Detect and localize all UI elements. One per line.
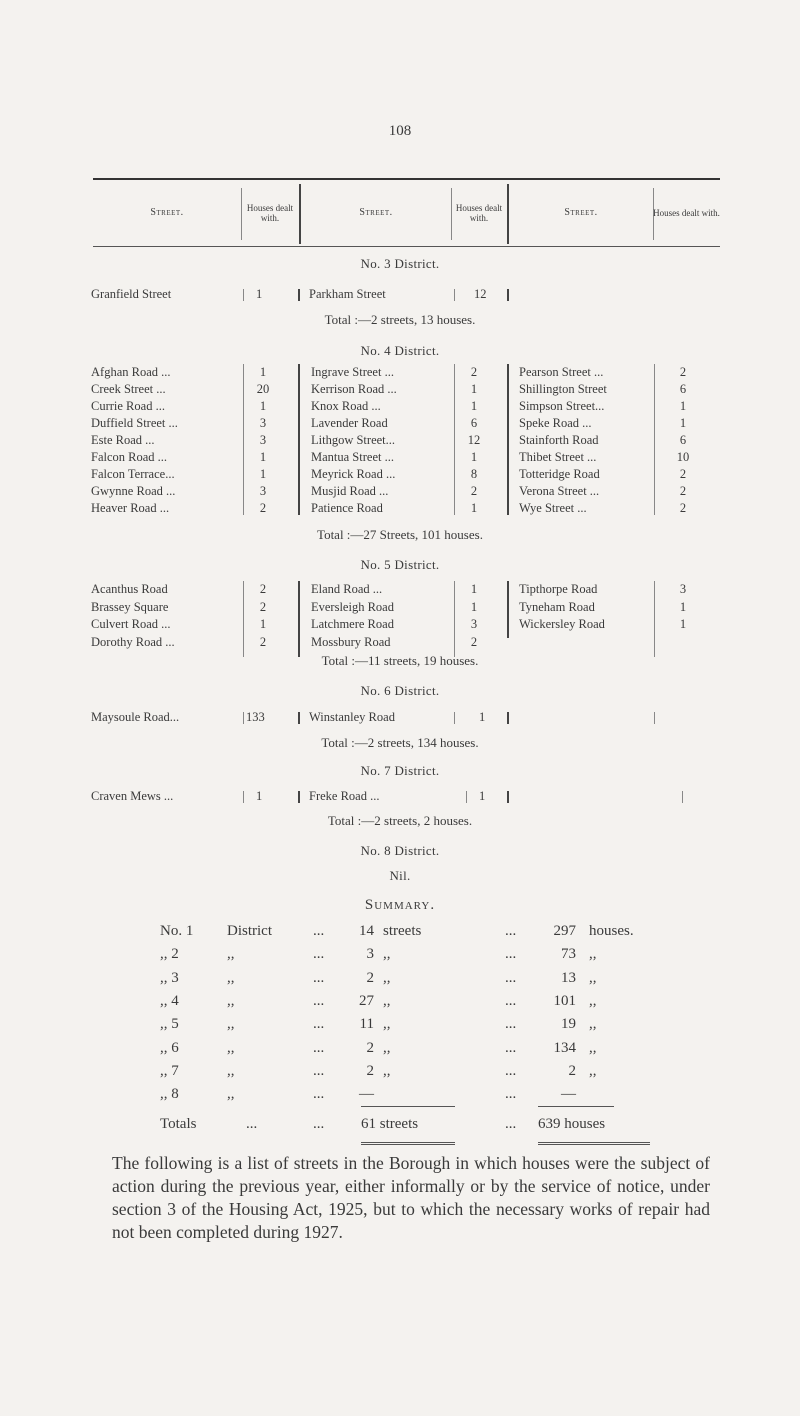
street-count: 2 [679,467,687,481]
page-number: 108 [388,123,412,139]
street-name: Wye Street ... [519,501,587,515]
summary-district-label: ,, [227,1062,235,1079]
summary-streets: — [359,1086,374,1103]
street-count: 1 [259,467,267,481]
header-houses-2: Houses dealt with. [455,203,503,223]
street-count: 1 [679,599,687,614]
summary-dots: ... [313,992,325,1009]
street-count: 2 [470,484,478,498]
summary-dots: ... [505,969,517,986]
totals-dots: ... [313,1116,325,1132]
street-count: 2 [259,634,267,649]
street-name: Winstanley Road [309,710,395,724]
street-name: Creek Street ... [91,382,166,396]
summary-district-no: ,, 2 [160,946,179,963]
street-count: 3 [470,617,478,631]
street-name: Afghan Road ... [91,365,171,379]
street-count: 2 [679,501,687,515]
street-name: Stainforth Road [519,433,599,447]
totals-streets: 61 streets [361,1116,419,1132]
summary-houses-label: ,, [589,1062,597,1079]
district-6-heading: No. 6 District. [360,683,440,698]
street-name: Lavender Road [311,416,388,430]
street-count: 1 [679,399,687,413]
street-count: 12 [474,287,487,301]
summary-houses: 73 [561,946,576,963]
street-name: Eland Road ... [311,582,383,596]
summary-dots: ... [505,946,517,963]
district-4-heading: No. 4 District. [360,343,440,358]
summary-dots: ... [313,1039,325,1056]
district-5-total: Total :—11 streets, 19 houses. [321,653,479,668]
street-count: 1 [256,287,263,301]
street-name: Mossbury Road [311,634,391,649]
street-count: 2 [679,365,687,379]
summary-dots: ... [505,1016,517,1033]
street-name: Wickersley Road [519,617,605,631]
street-name: Acanthus Road [91,582,168,596]
summary-streets: 3 [366,946,374,963]
street-count: 3 [259,416,267,430]
street-name: Falcon Terrace... [91,467,175,481]
street-name: Verona Street ... [519,484,600,498]
summary-dots: ... [313,923,325,939]
header-houses-1: Houses dealt with. [246,203,294,223]
summary-dots: ... [313,1086,325,1103]
summary-dots: ... [505,923,517,939]
street-name: Granfield Street [91,287,172,301]
street-name: Kerrison Road ... [311,382,397,396]
district-7-heading: No. 7 District. [360,763,440,778]
district-8-heading: No. 8 District. [360,843,440,858]
summary-district-label: ,, [227,969,235,986]
summary-district-no: ,, 7 [160,1062,179,1079]
summary-streets-label: ,, [383,1016,391,1033]
street-name: Latchmere Road [311,617,394,631]
summary-dots: ... [505,1062,517,1079]
summary-houses: 297 [553,923,576,939]
district-6-total: Total :—2 streets, 134 houses. [321,735,479,750]
street-name: Este Road ... [91,433,155,447]
street-name: Patience Road [311,501,383,515]
totals-houses: 639 houses [538,1116,606,1132]
summary-district-label: ,, [227,992,235,1009]
summary-streets: 2 [366,969,374,986]
closing-paragraph: The following is a list of streets in the Borough in which houses were the subject of action during the previous year, either informally or by the service of notice, under section 3 of the Housing Act, 1925, but to which the necessary works of repair had not been completed during 1927. [112,1153,710,1242]
street-count: 1 [470,582,478,596]
street-name: Parkham Street [309,287,386,301]
summary-streets-label: ,, [383,969,391,986]
street-count: 8 [470,467,478,481]
street-count: 6 [679,433,687,447]
street-name: Falcon Road ... [91,450,168,464]
summary-dots: ... [505,992,517,1009]
table-header [93,178,720,247]
summary-district-label: ,, [227,946,235,963]
summary-dots: ... [313,946,325,963]
street-count: 1 [256,789,263,803]
summary-streets: 14 [359,923,374,939]
street-count: 6 [470,416,478,430]
street-count: 1 [679,416,687,430]
street-count: 10 [676,450,690,464]
totals-dots: ... [505,1116,517,1132]
summary-houses-label: ,, [589,992,597,1009]
street-name: Freke Road ... [309,789,380,803]
street-name: Pearson Street ... [519,365,604,379]
street-count: 1 [470,599,478,614]
street-count: 1 [470,450,478,464]
summary-streets-label: ,, [383,1039,391,1056]
street-count: 1 [259,617,267,631]
summary-houses: 2 [568,1062,576,1079]
summary-dots: ... [505,1086,517,1103]
summary-dots: ... [505,1039,517,1056]
totals-label: Totals [160,1116,197,1132]
summary-houses: 134 [553,1039,576,1056]
street-name: Currie Road ... [91,399,165,413]
summary-dots: ... [313,1016,325,1033]
street-name: Knox Road ... [311,399,381,413]
summary-houses: 101 [553,992,576,1009]
street-count: 2 [259,501,267,515]
street-name: Dorothy Road ... [91,634,175,649]
summary-houses-label: ,, [589,946,597,963]
street-name: Meyrick Road ... [311,467,396,481]
street-name: Thibet Street ... [519,450,597,464]
street-name: Duffield Street ... [91,416,178,430]
street-name: Shillington Street [519,382,607,396]
summary-district-no: ,, 4 [160,992,179,1009]
district-3-total: Total :—2 streets, 13 houses. [324,312,476,327]
summary-dots: ... [313,1062,325,1079]
street-count: 1 [259,365,267,379]
street-name: Maysoule Road... [91,710,180,724]
summary-dots: ... [313,969,325,986]
summary-district-label: ,, [227,1039,235,1056]
summary-district-no: ,, 3 [160,969,179,986]
summary-heading: Summary. [364,897,436,913]
street-count: 12 [467,433,481,447]
street-name: Speke Road ... [519,416,592,430]
street-name: Brassey Square [91,599,169,614]
district-4-total: Total :—27 Streets, 101 houses. [317,527,483,542]
street-count: 2 [470,365,478,379]
street-count: 2 [259,599,267,614]
summary-streets-label: ,, [383,1062,391,1079]
summary-houses-label: ,, [589,1016,597,1033]
street-count: 20 [256,382,270,396]
street-count: 2 [679,484,687,498]
street-count: 1 [259,450,267,464]
summary-district-label: ,, [227,1016,235,1033]
street-name: Heaver Road ... [91,501,170,515]
summary-streets-label: ,, [383,946,391,963]
summary-streets-label: streets [383,923,422,939]
street-name: Craven Mews ... [91,789,174,803]
summary-houses-label: houses. [589,923,634,939]
district-5-heading: No. 5 District. [360,557,440,572]
summary-houses: 13 [561,969,576,986]
header-street-1: Street. [150,207,184,218]
street-name: Musjid Road ... [311,484,389,498]
summary-streets: 11 [359,1016,374,1033]
street-name: Eversleigh Road [311,599,394,614]
street-count: 133 [246,710,265,724]
street-count: 3 [679,582,687,596]
street-name: Tyneham Road [519,599,595,614]
summary-houses-label: ,, [589,969,597,986]
street-name: Lithgow Street... [311,433,396,447]
street-name: Totteridge Road [519,467,600,481]
summary-streets: 27 [359,992,374,1009]
summary-houses: 19 [561,1016,576,1033]
summary-streets: 2 [366,1039,374,1056]
street-count: 1 [259,399,267,413]
summary-houses: — [561,1086,576,1103]
street-name: Simpson Street... [519,399,605,413]
summary-houses-label: ,, [589,1039,597,1056]
street-name: Tipthorpe Road [519,582,598,596]
district-7-total: Total :—2 streets, 2 houses. [327,813,473,828]
header-houses-3: Houses dealt with. [653,208,720,218]
street-name: Gwynne Road ... [91,484,176,498]
summary-district-no: No. 1 [160,923,194,939]
summary-streets: 2 [366,1062,374,1079]
street-count: 2 [259,582,267,596]
summary-district-no: ,, 5 [160,1016,179,1033]
street-name: Ingrave Street ... [311,365,394,379]
totals-dots: ... [246,1116,258,1132]
summary-district-no: ,, 6 [160,1039,179,1056]
street-count: 3 [259,484,267,498]
street-count: 1 [479,789,486,803]
summary-district-label: ,, [227,1086,235,1103]
street-count: 3 [259,433,267,447]
district-8-nil: Nil. [389,868,411,883]
summary-district-no: ,, 8 [160,1086,179,1103]
street-name: Culvert Road ... [91,617,171,631]
header-street-2: Street. [359,207,393,218]
district-3-heading: No. 3 District. [360,256,440,271]
street-count: 1 [470,501,478,515]
summary-streets-label: ,, [383,992,391,1009]
street-count: 1 [470,382,478,396]
street-count: 1 [479,710,486,724]
summary-district-label: District [227,923,272,939]
street-count: 1 [470,399,478,413]
header-street-3: Street. [564,207,598,218]
street-count: 6 [679,382,687,396]
street-count: 2 [470,634,478,649]
street-name: Mantua Street ... [311,450,394,464]
street-count: 1 [679,617,687,631]
